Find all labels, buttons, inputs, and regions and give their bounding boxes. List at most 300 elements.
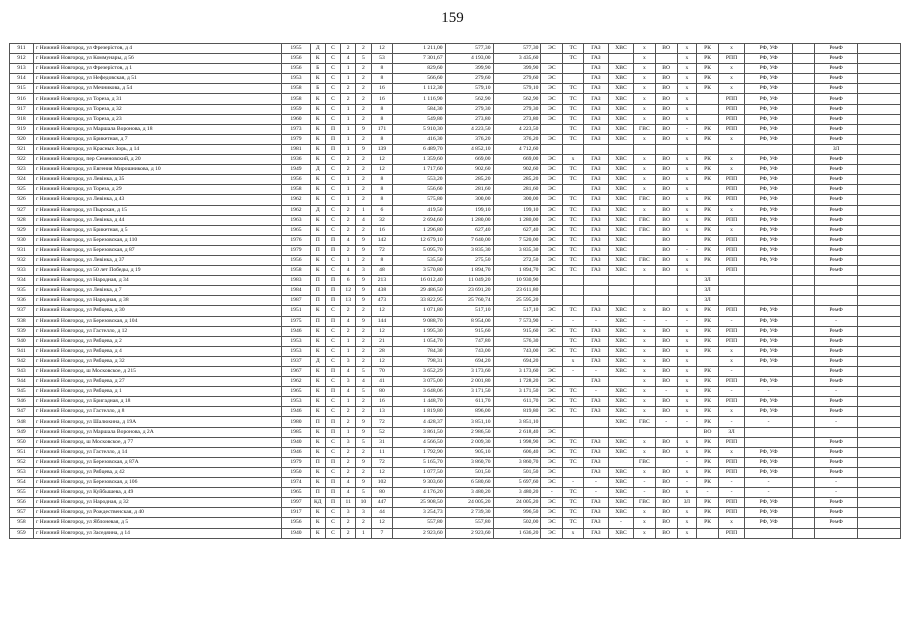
table-cell: РФ, УФ	[745, 155, 793, 165]
table-cell: -	[583, 387, 608, 397]
table-cell: 5 697,60	[493, 478, 541, 488]
table-cell	[718, 276, 744, 286]
table-cell: РПП	[718, 94, 744, 104]
table-cell: 10 930,90	[493, 276, 541, 286]
table-cell	[563, 417, 584, 427]
table-cell: 72	[371, 457, 393, 467]
table-cell: РК	[697, 407, 719, 417]
table-cell	[793, 437, 815, 447]
table-cell	[745, 266, 793, 276]
table-cell: РПП	[718, 457, 744, 467]
table-cell: 1975	[282, 316, 310, 326]
table-cell-empty	[858, 175, 901, 185]
table-cell: 1985	[282, 427, 310, 437]
table-cell: ЭС	[541, 387, 563, 397]
table-cell: РФ, УФ	[745, 225, 793, 235]
table-cell: 3 254,73	[393, 508, 445, 518]
table-cell: С	[325, 326, 340, 336]
table-cell: ГАЗ	[583, 185, 608, 195]
table-cell: х	[677, 104, 697, 114]
table-cell: К	[310, 134, 325, 144]
table-cell: 579,10	[493, 84, 541, 94]
table-cell: 1967	[282, 367, 310, 377]
table-cell: РФ, УФ	[745, 205, 793, 215]
table-cell: С	[325, 407, 340, 417]
table-cell: 13	[341, 296, 356, 306]
table-cell: 24 005,20	[493, 498, 541, 508]
table-cell-empty	[858, 54, 901, 64]
table-cell: -	[814, 387, 858, 397]
table-cell: х	[718, 84, 744, 94]
table-cell: РПП	[718, 235, 744, 245]
table-cell: ГАЗ	[583, 518, 608, 528]
table-cell: 1980	[282, 417, 310, 427]
table-cell: 913	[10, 64, 34, 74]
table-cell: 4	[356, 215, 371, 225]
table-cell: ТС	[563, 457, 584, 467]
table-cell: ХВС	[608, 94, 633, 104]
table-cell: РК	[697, 326, 719, 336]
table-cell: РК	[697, 64, 719, 74]
table-cell: ТС	[563, 255, 584, 265]
table-cell: 11	[341, 498, 356, 508]
table-cell: х	[634, 104, 656, 114]
table-cell: ВО	[655, 205, 677, 215]
table-cell: РК	[697, 255, 719, 265]
table-cell: х	[634, 165, 656, 175]
table-cell: РФ, УФ	[745, 195, 793, 205]
table-cell: ЗЛ	[697, 286, 719, 296]
table-cell: х	[634, 387, 656, 397]
table-cell: П	[325, 387, 340, 397]
table-cell: 8	[371, 195, 393, 205]
table-cell: 2	[341, 407, 356, 417]
table-cell: РК	[697, 235, 719, 245]
table-cell: ТС	[563, 215, 584, 225]
table-cell	[634, 296, 656, 306]
table-cell-empty	[858, 498, 901, 508]
table-cell: 8	[371, 255, 393, 265]
table-cell: х	[634, 407, 656, 417]
table-cell	[793, 518, 815, 528]
table-cell: 798,31	[393, 356, 445, 366]
table-cell: 2	[341, 215, 356, 225]
table-cell: г Нижний Новгород, ул Фрезерістов, д 4	[33, 44, 281, 54]
table-row	[10, 437, 901, 447]
table-cell: 927	[10, 205, 34, 215]
table-cell: РПП	[718, 467, 744, 477]
table-cell: -	[814, 316, 858, 326]
table-cell: К	[310, 528, 325, 538]
table-cell: РФ, УФ	[745, 508, 793, 518]
table-cell: х	[718, 356, 744, 366]
table-cell: С	[325, 225, 340, 235]
table-cell: 3 835,30	[493, 245, 541, 255]
table-cell: ЭС	[541, 377, 563, 387]
table-cell: 1	[341, 255, 356, 265]
table-cell: ТС	[563, 437, 584, 447]
table-cell-empty	[858, 114, 901, 124]
table-cell: РемФ	[814, 255, 858, 265]
table-cell: х	[634, 346, 656, 356]
table-cell	[697, 114, 719, 124]
table-cell: ГАЗ	[583, 54, 608, 64]
table-cell-empty	[858, 488, 901, 498]
table-cell: РемФ	[814, 195, 858, 205]
table-cell: 747,80	[445, 336, 493, 346]
table-cell: 2	[356, 518, 371, 528]
table-cell	[655, 296, 677, 306]
table-cell: г Нижний Новгород, ул Коммунары, д 56	[33, 54, 281, 64]
table-cell: 928	[10, 215, 34, 225]
table-cell: 32	[371, 215, 393, 225]
table-cell: Д	[310, 356, 325, 366]
table-cell: ХВС	[608, 235, 633, 245]
table-cell: ХВС	[608, 417, 633, 427]
table-cell: 3	[341, 377, 356, 387]
table-cell: 12	[371, 306, 393, 316]
table-cell: -	[677, 478, 697, 488]
table-cell: г Нижний Новгород, ш Московское, д 215	[33, 367, 281, 377]
table-cell: 2	[356, 356, 371, 366]
table-cell: К	[310, 54, 325, 64]
table-cell: РК	[697, 346, 719, 356]
table-cell: 28	[371, 346, 393, 356]
table-cell: 2	[356, 306, 371, 316]
table-cell: х	[634, 397, 656, 407]
table-cell: 80	[371, 488, 393, 498]
table-cell: 562,90	[445, 94, 493, 104]
table-cell	[793, 447, 815, 457]
table-cell: х	[634, 44, 656, 54]
table-cell-empty	[858, 64, 901, 74]
table-cell: Д	[310, 205, 325, 215]
table-cell: ЭС	[541, 367, 563, 377]
table-cell: 9	[356, 286, 371, 296]
table-cell: 399,90	[445, 64, 493, 74]
table-cell: РПП	[718, 54, 744, 64]
table-cell: ВО	[655, 225, 677, 235]
table-cell: 4	[341, 54, 356, 64]
table-cell: 273,80	[493, 114, 541, 124]
table-cell: 4 176,20	[393, 488, 445, 498]
table-cell: ХВС	[608, 245, 633, 255]
table-row	[10, 397, 901, 407]
table-cell: ГАЗ	[583, 64, 608, 74]
table-cell: ВО	[655, 215, 677, 225]
table-cell: 12	[341, 286, 356, 296]
table-cell: ВО	[655, 467, 677, 477]
table-cell: 1 894,70	[493, 266, 541, 276]
table-cell: ХВС	[608, 104, 633, 114]
table-cell: ЭС	[541, 205, 563, 215]
table-cell: ХВС	[608, 316, 633, 326]
table-cell: 12	[371, 155, 393, 165]
table-cell: 9	[356, 417, 371, 427]
table-cell: 996,50	[493, 508, 541, 518]
table-cell: 951	[10, 447, 34, 457]
table-cell: РФ, УФ	[745, 457, 793, 467]
table-cell: г Нижний Новгород, ул Маршала Воронова, д 18	[33, 124, 281, 134]
table-cell: 6 580,60	[445, 478, 493, 488]
table-cell: К	[310, 195, 325, 205]
table-cell: г Нижний Новгород, ул Березовская, д 87	[33, 245, 281, 255]
table-cell: ГАЗ	[583, 84, 608, 94]
table-cell: С	[325, 255, 340, 265]
table-cell: 1984	[282, 286, 310, 296]
table-cell: 53	[371, 54, 393, 64]
table-cell: 279,60	[493, 74, 541, 84]
table-cell	[697, 94, 719, 104]
table-cell: 13	[371, 407, 393, 417]
table-cell: К	[310, 185, 325, 195]
table-cell: ГАЗ	[583, 356, 608, 366]
table-cell: -	[718, 316, 744, 326]
table-cell: 473	[371, 296, 393, 306]
table-cell: 2 694,60	[393, 215, 445, 225]
table-row	[10, 266, 901, 276]
table-cell: х	[677, 356, 697, 366]
table-row	[10, 498, 901, 508]
table-cell: ГАЗ	[583, 134, 608, 144]
table-cell-empty	[858, 74, 901, 84]
table-cell: РФ, УФ	[745, 447, 793, 457]
table-cell: х	[677, 134, 697, 144]
table-cell	[793, 104, 815, 114]
table-cell	[793, 457, 815, 467]
table-cell: -	[634, 488, 656, 498]
table-cell: ЭС	[541, 508, 563, 518]
table-cell: х	[677, 266, 697, 276]
table-cell: 1958	[282, 84, 310, 94]
table-cell: РемФ	[814, 498, 858, 508]
table-cell: 3 171,50	[493, 387, 541, 397]
table-cell: 937	[10, 306, 34, 316]
table-cell	[718, 286, 744, 296]
table-cell: Б	[310, 84, 325, 94]
table-cell: х	[718, 225, 744, 235]
table-cell: 924	[10, 175, 34, 185]
table-cell: РФ, УФ	[745, 397, 793, 407]
table-cell: 4	[341, 316, 356, 326]
table-cell: 1 359,60	[393, 155, 445, 165]
table-cell: ХВС	[608, 387, 633, 397]
table-cell: г Нижний Новгород, ул Брикетная, д 5	[33, 225, 281, 235]
table-cell: -	[563, 478, 584, 488]
table-cell: 1987	[282, 296, 310, 306]
table-cell: х	[677, 205, 697, 215]
table-cell: К	[310, 255, 325, 265]
table-cell: С	[325, 104, 340, 114]
table-cell: С	[325, 64, 340, 74]
table-cell: ЭС	[541, 407, 563, 417]
table-cell: 1956	[282, 54, 310, 64]
table-cell	[793, 235, 815, 245]
table-cell: ЭС	[541, 64, 563, 74]
table-cell: 1940	[282, 437, 310, 447]
table-cell: ТС	[563, 124, 584, 134]
table-cell: РФ, УФ	[745, 215, 793, 225]
table-cell: РК	[697, 215, 719, 225]
table-cell	[634, 427, 656, 437]
table-row	[10, 467, 901, 477]
table-cell: 21	[371, 336, 393, 346]
table-cell: -	[718, 367, 744, 377]
table-cell: РФ, УФ	[745, 54, 793, 64]
table-cell: 4 712,60	[493, 144, 541, 154]
table-cell: ХВС	[608, 306, 633, 316]
table-cell: 1 112,30	[393, 84, 445, 94]
table-cell: 12	[371, 44, 393, 54]
table-cell: 4	[341, 387, 356, 397]
table-cell: С	[325, 114, 340, 124]
table-cell: 1	[341, 175, 356, 185]
table-cell: 24 005,20	[445, 498, 493, 508]
table-cell: 171	[371, 124, 393, 134]
table-cell: х	[634, 114, 656, 124]
table-cell: ХВС	[608, 407, 633, 417]
table-cell: -	[814, 478, 858, 488]
table-cell: 2 923,60	[393, 528, 445, 538]
table-cell: 1 894,70	[445, 266, 493, 276]
table-row	[10, 235, 901, 245]
table-cell: РПП	[718, 397, 744, 407]
table-cell	[563, 427, 584, 437]
table-cell: РФ, УФ	[745, 175, 793, 185]
table-cell: РФ, УФ	[745, 316, 793, 326]
table-cell: 1	[341, 195, 356, 205]
table-cell: 72	[371, 245, 393, 255]
table-cell: РПП	[718, 245, 744, 255]
table-cell: С	[325, 397, 340, 407]
table-cell: 1	[341, 74, 356, 84]
table-cell: 2	[356, 195, 371, 205]
table-cell: 72	[371, 417, 393, 427]
table-cell: ХВС	[608, 185, 633, 195]
table-cell: ТС	[563, 114, 584, 124]
table-cell: г Нижний Новгород, ул Заседяина, д 14	[33, 528, 281, 538]
table-cell: К	[310, 377, 325, 387]
table-cell: -	[583, 488, 608, 498]
table-cell: 5	[356, 488, 371, 498]
table-cell: ЭС	[541, 266, 563, 276]
table-cell: К	[310, 467, 325, 477]
table-cell: х	[634, 528, 656, 538]
table-cell-empty	[858, 528, 901, 538]
table-cell: 3 173,60	[493, 367, 541, 377]
table-cell: 694,20	[493, 356, 541, 366]
table-cell: г Нижний Новгород, ул Маршала Воронова, д 2А	[33, 427, 281, 437]
table-cell: РПП	[718, 104, 744, 114]
table-cell	[793, 255, 815, 265]
table-cell: ГАЗ	[583, 377, 608, 387]
table-cell: ГАЗ	[583, 346, 608, 356]
table-cell: -	[655, 316, 677, 326]
table-cell: 4 193,00	[445, 54, 493, 64]
table-cell: х	[677, 84, 697, 94]
table-cell: 557,80	[445, 518, 493, 528]
table-cell: РК	[697, 124, 719, 134]
table-cell: -	[655, 417, 677, 427]
table-cell: 2	[356, 397, 371, 407]
table-cell: РПП	[718, 336, 744, 346]
table-cell: 2	[356, 94, 371, 104]
table-cell: 606,40	[493, 447, 541, 457]
table-cell	[697, 104, 719, 114]
table-cell: 535,50	[393, 255, 445, 265]
table-cell: ТС	[563, 387, 584, 397]
table-cell: 2 739,30	[445, 508, 493, 518]
table-cell: П	[325, 296, 340, 306]
table-cell: г Нижний Новгород, ул Народная, д 32	[33, 498, 281, 508]
table-cell: ВО	[655, 266, 677, 276]
table-cell: ГАЗ	[583, 326, 608, 336]
table-row	[10, 64, 901, 74]
table-cell: РК	[697, 387, 719, 397]
table-cell: 932	[10, 255, 34, 265]
table-cell: х	[677, 94, 697, 104]
table-cell: ТС	[563, 346, 584, 356]
table-cell: РФ, УФ	[745, 467, 793, 477]
table-cell-empty	[858, 467, 901, 477]
table-row	[10, 255, 901, 265]
table-cell: ЭС	[541, 528, 563, 538]
table-cell: 1965	[282, 488, 310, 498]
table-cell: 12	[371, 326, 393, 336]
table-cell-empty	[858, 84, 901, 94]
table-cell: 1 448,70	[393, 397, 445, 407]
table-cell: 2	[341, 165, 356, 175]
table-cell	[745, 528, 793, 538]
table-cell: ЭС	[541, 44, 563, 54]
table-cell: г Нижний Новгород, ул 50 лет Победы, д 19	[33, 266, 281, 276]
table-cell: П	[325, 144, 340, 154]
table-cell: 501,50	[493, 467, 541, 477]
table-cell: 1 280,00	[493, 215, 541, 225]
table-cell	[608, 427, 633, 437]
table-cell: ТС	[563, 195, 584, 205]
table-cell: ХВС	[608, 84, 633, 94]
table-cell: ГАЗ	[583, 245, 608, 255]
table-cell: К	[310, 367, 325, 377]
table-cell: ГВС	[634, 255, 656, 265]
table-row	[10, 346, 901, 356]
table-cell: 955	[10, 488, 34, 498]
table-cell: ГАЗ	[583, 195, 608, 205]
table-cell: К	[310, 124, 325, 134]
table-cell: К	[310, 518, 325, 528]
table-cell: ЭС	[541, 104, 563, 114]
table-cell: 950	[10, 437, 34, 447]
table-cell: ЭС	[541, 195, 563, 205]
table-cell: х	[677, 255, 697, 265]
table-cell: х	[677, 74, 697, 84]
table-cell: 1 819,80	[393, 407, 445, 417]
table-cell: К	[310, 155, 325, 165]
table-cell: 7 520,00	[493, 235, 541, 245]
table-cell: ГАЗ	[583, 74, 608, 84]
table-cell: 10	[356, 498, 371, 508]
table-cell: ТС	[563, 518, 584, 528]
table-cell: 915,60	[445, 326, 493, 336]
table-cell: ГАЗ	[583, 467, 608, 477]
table-cell: ТС	[563, 488, 584, 498]
table-cell: 1983	[282, 276, 310, 286]
table-cell: РемФ	[814, 457, 858, 467]
table-cell: С	[325, 205, 340, 215]
table-cell: -	[745, 417, 793, 427]
table-cell: П	[325, 124, 340, 134]
